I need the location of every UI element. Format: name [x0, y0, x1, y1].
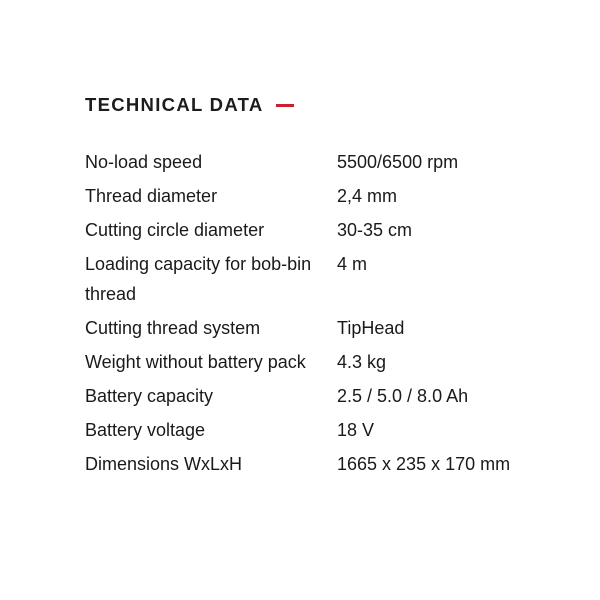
spec-label: No-load speed [85, 152, 203, 172]
spec-label: Cutting thread system [85, 318, 261, 338]
spec-value: 5500/6500 rpm [337, 152, 459, 172]
spec-label: Dimensions WxLxH [85, 454, 243, 474]
spec-row [85, 145, 555, 179]
spec-label: Weight without battery pack [85, 352, 306, 372]
section-title: TECHNICAL DATA [85, 94, 264, 115]
spec-row [85, 345, 555, 379]
spec-row [85, 413, 555, 447]
spec-label: Battery capacity [85, 386, 214, 406]
spec-row [85, 179, 555, 213]
spec-label: Loading capacity for bob-bin thread [85, 254, 312, 304]
spec-label: Thread diameter [85, 186, 218, 206]
spec-table [85, 145, 555, 481]
spec-value: 1665 x 235 x 170 mm [337, 454, 511, 474]
technical-data-section [85, 92, 555, 481]
accent-dash [276, 104, 294, 107]
spec-label: Cutting circle diameter [85, 220, 265, 240]
spec-label: Battery voltage [85, 420, 206, 440]
spec-value: TipHead [337, 318, 405, 338]
spec-row [85, 213, 555, 247]
spec-value: 18 V [337, 420, 375, 440]
spec-row [85, 379, 555, 413]
spec-value: 2,4 mm [337, 186, 398, 206]
spec-value: 2.5 / 5.0 / 8.0 Ah [337, 386, 469, 406]
spec-row [85, 247, 555, 311]
section-heading [85, 92, 555, 118]
spec-value: 4 m [337, 254, 368, 274]
spec-row [85, 311, 555, 345]
spec-value: 30-35 cm [337, 220, 413, 240]
spec-value: 4.3 kg [337, 352, 387, 372]
spec-row [85, 447, 555, 481]
